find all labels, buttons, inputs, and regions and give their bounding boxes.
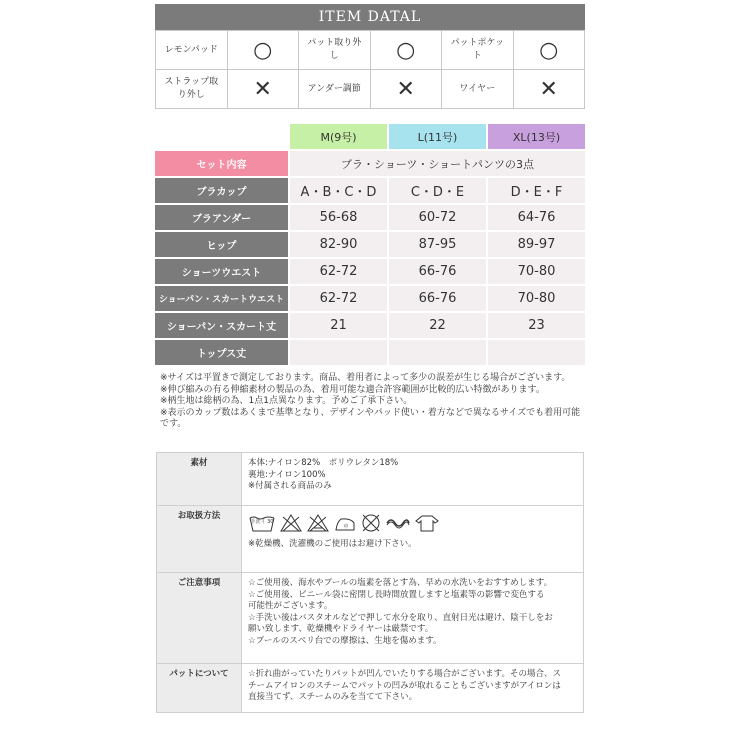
hand-wash-icon (248, 513, 276, 533)
pad-line: 直接当てず、スチームのみを当てて下さい。 (248, 692, 418, 702)
caution-row (157, 573, 584, 664)
size-cell: C・D・E (389, 178, 486, 203)
feature-label: ストラップ取り外し (156, 70, 228, 109)
features-row (156, 70, 585, 109)
no-tumble-dry-icon (306, 513, 330, 533)
feature-available-mark: ○ (513, 31, 585, 70)
size-header-m: M(9号) (290, 124, 387, 149)
care-note: ※乾燥機、洗濯機のご使用はお避け下さい。 (248, 539, 417, 549)
feature-unavailable-mark: ✕ (370, 70, 442, 109)
size-row (155, 259, 585, 284)
feature-label: レモンパッド (156, 31, 228, 70)
svg-text:中: 中 (343, 524, 349, 530)
size-row (155, 178, 585, 203)
wring-gently-icon (385, 513, 411, 533)
size-corner (155, 124, 288, 149)
hand-wash-label: 手洗イ 30 (250, 519, 274, 525)
material-row (157, 453, 584, 506)
set-contents-value: ブラ・ショーツ・ショートパンツの3点 (290, 151, 585, 176)
feature-available-mark: ○ (227, 31, 299, 70)
detail-table (156, 452, 584, 713)
size-row-label: トップス丈 (155, 340, 288, 365)
size-cell: 62-72 (290, 286, 387, 311)
pad-line: ☆折れ曲がっていたりパットが凹んでいたりする場合がございます。その場合、ス (248, 669, 561, 679)
size-cell: 66-76 (389, 259, 486, 284)
material-line: ※付属される商品のみ (248, 481, 332, 491)
size-cell: 21 (290, 313, 387, 338)
size-cell: 22 (389, 313, 486, 338)
size-row-label: ヒップ (155, 232, 288, 257)
pad-label: パットについて (157, 664, 242, 713)
size-cell (488, 340, 585, 365)
size-cell (290, 340, 387, 365)
pad-row (157, 664, 584, 713)
caution-label: ご注意事項 (157, 573, 242, 664)
material-label: 素材 (157, 453, 242, 506)
care-label: お取扱方法 (157, 506, 242, 573)
size-cell: 70-80 (488, 259, 585, 284)
size-table (153, 122, 587, 367)
note-line: ※伸び縮みの有る伸縮素材の製品の為、着用可能な適合許容範囲が比較的広い特徴があります。 (160, 384, 545, 395)
caution-line: 願い致します、乾燥機やドライヤーは厳禁です。 (248, 624, 434, 634)
care-value (242, 506, 584, 573)
features-row (156, 31, 585, 70)
size-notes (160, 373, 585, 431)
size-cell: A・B・C・D (290, 178, 387, 203)
size-row-label: ブラカップ (155, 178, 288, 203)
set-contents-row (155, 151, 585, 176)
material-value (242, 453, 584, 506)
feature-available-mark: ○ (370, 31, 442, 70)
iron-icon (333, 513, 357, 533)
note-line: ※サイズは平置きで測定しております。商品、着用者によって多少の誤差が生じる場合がございます。 (160, 373, 571, 383)
size-row (155, 340, 585, 365)
caution-line: ☆プールのスベリ台での摩擦は、生地を傷めます。 (248, 635, 442, 646)
size-cell: 87-95 (389, 232, 486, 257)
size-row-label: ショーパン・スカートウエスト (155, 286, 288, 311)
size-cell: 62-72 (290, 259, 387, 284)
size-cell: 60-72 (389, 205, 486, 230)
size-row-label: ショーツウエスト (155, 259, 288, 284)
no-bleach-icon (279, 513, 303, 533)
material-line: 本体:ナイロン82% ポリウレタン18% (248, 458, 399, 468)
size-cell: 56-68 (290, 205, 387, 230)
features-grid (155, 30, 585, 109)
feature-label: パット取り外し (299, 31, 371, 70)
set-contents-label: セット内容 (155, 151, 288, 176)
size-cell: 82-90 (290, 232, 387, 257)
item-detail-header: ITEM DATAL (155, 4, 585, 30)
care-symbols (248, 513, 577, 533)
size-row (155, 313, 585, 338)
caution-line: 可能性がございます。 (248, 601, 333, 611)
pad-line: チームアイロンのスチームでパットの凹みが取れることもございますがアイロンは (248, 680, 561, 691)
size-header-row (155, 124, 585, 149)
feature-label: アンダー調節 (299, 70, 371, 109)
note-line: ※表示のカップ数はあくまで基準となり、デザインやパッド使い・着方などで異なるサイズでも着用可能です。 (160, 407, 581, 429)
care-row (157, 506, 584, 573)
size-header-l: L(11号) (389, 124, 486, 149)
size-row (155, 232, 585, 257)
size-row (155, 286, 585, 311)
material-line: 裏地:ナイロン100% (248, 469, 326, 480)
feature-label: ワイヤー (442, 70, 514, 109)
size-cell: 70-80 (488, 286, 585, 311)
feature-unavailable-mark: ✕ (227, 70, 299, 109)
size-cell: 66-76 (389, 286, 486, 311)
size-cell: 64-76 (488, 205, 585, 230)
size-cell: 89-97 (488, 232, 585, 257)
caution-line: ☆手洗い後はバスタオルなどで押して水分を取り、直射日光は避け、陰干しをお (248, 612, 553, 623)
feature-label: パットポケット (442, 31, 514, 70)
pad-value (242, 664, 584, 713)
size-cell (389, 340, 486, 365)
size-row-label: ショーパン・スカート丈 (155, 313, 288, 338)
size-cell: 23 (488, 313, 585, 338)
size-header-xl: XL(13号) (488, 124, 585, 149)
note-line: ※柄生地は総柄の為、1点1点異なります。予めご了承下さい。 (160, 396, 413, 406)
no-dry-clean-icon (360, 513, 382, 533)
feature-unavailable-mark: ✕ (513, 70, 585, 109)
dry-flat-icon (414, 513, 440, 533)
size-cell: D・E・F (488, 178, 585, 203)
caution-line: ☆ご使用後、海水やプールの塩素を落とす為、早めの水洗いをおすすめします。 (248, 578, 553, 588)
size-row (155, 205, 585, 230)
size-row-label: ブラアンダー (155, 205, 288, 230)
caution-value (242, 573, 584, 664)
caution-line: ☆ご使用後、ビニール袋に密閉し長時間放置しますと塩素等の影響で変色する (248, 589, 545, 600)
